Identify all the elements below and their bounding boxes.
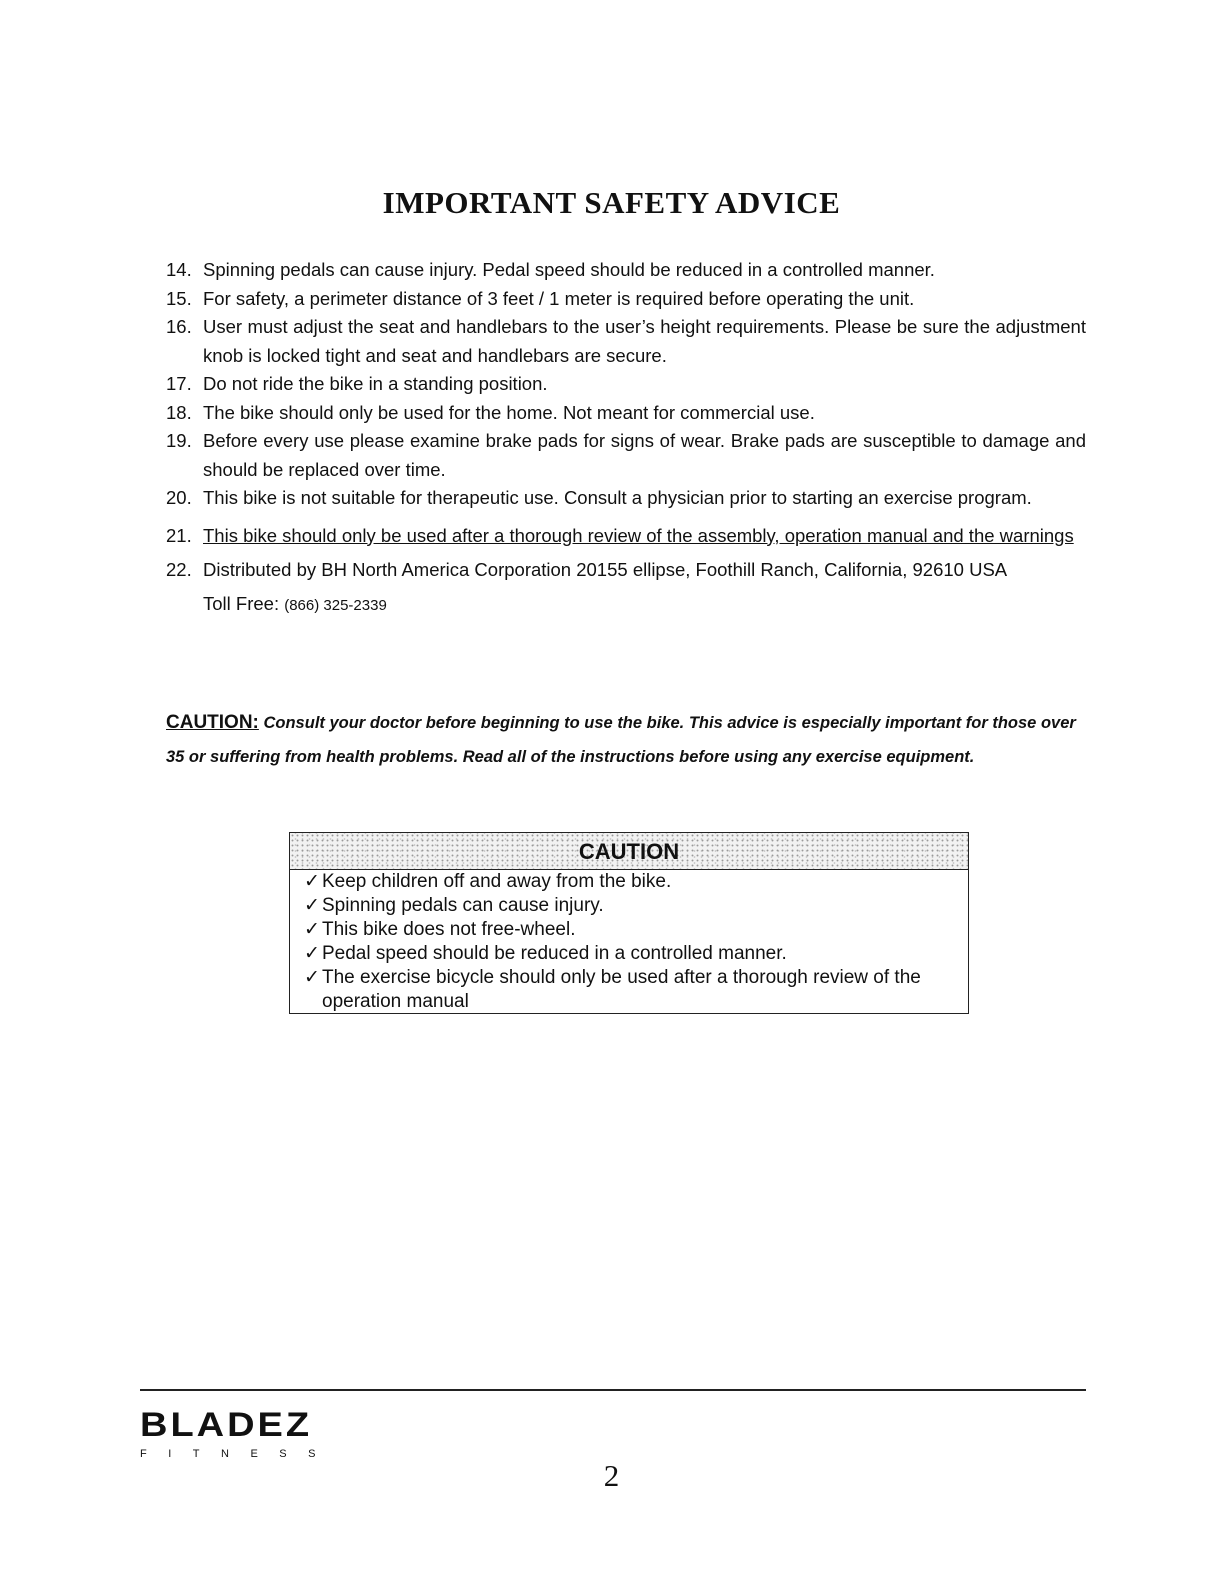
check-icon: ✓ <box>304 871 320 892</box>
advice-item-15 <box>166 285 1086 314</box>
advice-number: 19. <box>166 430 192 451</box>
caution-item <box>304 870 968 894</box>
caution-box <box>289 832 969 1014</box>
safety-advice-list <box>166 256 1086 623</box>
advice-item-21 <box>166 519 1086 553</box>
caution-text: Consult your doctor before beginning to use the bike. This advice is especially important for those over 35 or suffering from health problems. Read all of the instructions before using any exercise equipment. <box>166 714 1076 766</box>
advice-number: 15. <box>166 287 192 309</box>
advice-text: Spinning pedals can cause injury. Pedal speed should be reduced in a controlled manner. <box>203 259 935 280</box>
distributor-address: Distributed by BH North America Corporation 20155 ellipse, Foothill Ranch, California, 92610 USA <box>203 558 1008 580</box>
advice-item-16 <box>166 313 1086 370</box>
advice-number: 17. <box>166 373 192 394</box>
caution-checklist <box>290 870 968 1014</box>
advice-text: For safety, a perimeter distance of 3 feet / 1 meter is required before operating the unit. <box>203 287 915 309</box>
caution-label: CAUTION: <box>166 712 259 733</box>
toll-free-label: Toll Free: <box>203 592 280 614</box>
caution-item <box>304 966 968 1014</box>
footer-divider <box>140 1389 1086 1391</box>
advice-text-group <box>203 553 1086 623</box>
advice-number: 14. <box>166 259 192 280</box>
caution-item-text: This bike does not free-wheel. <box>322 919 576 940</box>
caution-box-title: CAUTION <box>578 839 680 864</box>
caution-item-text: Pedal speed should be reduced in a controlled manner. <box>322 943 787 964</box>
caution-item <box>304 894 968 918</box>
advice-number: 16. <box>166 316 192 337</box>
advice-number: 18. <box>166 401 192 423</box>
caution-item-text: Spinning pedals can cause injury. <box>322 895 604 916</box>
advice-number: 20. <box>166 487 192 508</box>
caution-box-header <box>290 833 968 870</box>
advice-text: The bike should only be used for the home. Not meant for commercial use. <box>203 401 815 423</box>
page-title: IMPORTANT SAFETY ADVICE <box>382 185 841 220</box>
advice-text: This bike should only be used after a thorough review of the assembly, operation manual and the warnings <box>203 524 1074 546</box>
logo-wordmark: BLADEZ <box>140 1406 313 1444</box>
check-icon: ✓ <box>304 895 320 916</box>
advice-text: Do not ride the bike in a standing position. <box>203 373 548 394</box>
advice-text: User must adjust the seat and handlebars to the user’s height requirements. Please be sure the adjustment knob is locked tight and seat and handlebars are secure. <box>203 316 1086 366</box>
caution-item-text: The exercise bicycle should only be used after a thorough review of the operation manual <box>322 967 921 1012</box>
toll-free-number: (866) 325-2339 <box>284 596 387 614</box>
advice-item-22 <box>166 553 1086 623</box>
advice-item-17 <box>166 370 1086 399</box>
advice-text: This bike is not suitable for therapeutic use. Consult a physician prior to starting an exercise program. <box>203 487 1032 508</box>
caution-item-text: Keep children off and away from the bike. <box>322 871 672 892</box>
page-number: 2 <box>603 1458 620 1493</box>
advice-item-20 <box>166 484 1086 513</box>
check-icon: ✓ <box>304 919 320 940</box>
caution-item <box>304 942 968 966</box>
advice-item-18 <box>166 399 1086 428</box>
advice-number: 21. <box>166 524 192 546</box>
caution-item <box>304 918 968 942</box>
advice-text: Before every use please examine brake pads for signs of wear. Brake pads are susceptible to damage and should be replaced over time. <box>203 430 1086 480</box>
caution-paragraph <box>166 706 1086 774</box>
check-icon: ✓ <box>304 967 320 988</box>
advice-item-14 <box>166 256 1086 285</box>
advice-item-19 <box>166 427 1086 484</box>
advice-number: 22. <box>166 558 192 580</box>
check-icon: ✓ <box>304 943 320 964</box>
logo-subtitle: FITNESS <box>140 1448 337 1460</box>
